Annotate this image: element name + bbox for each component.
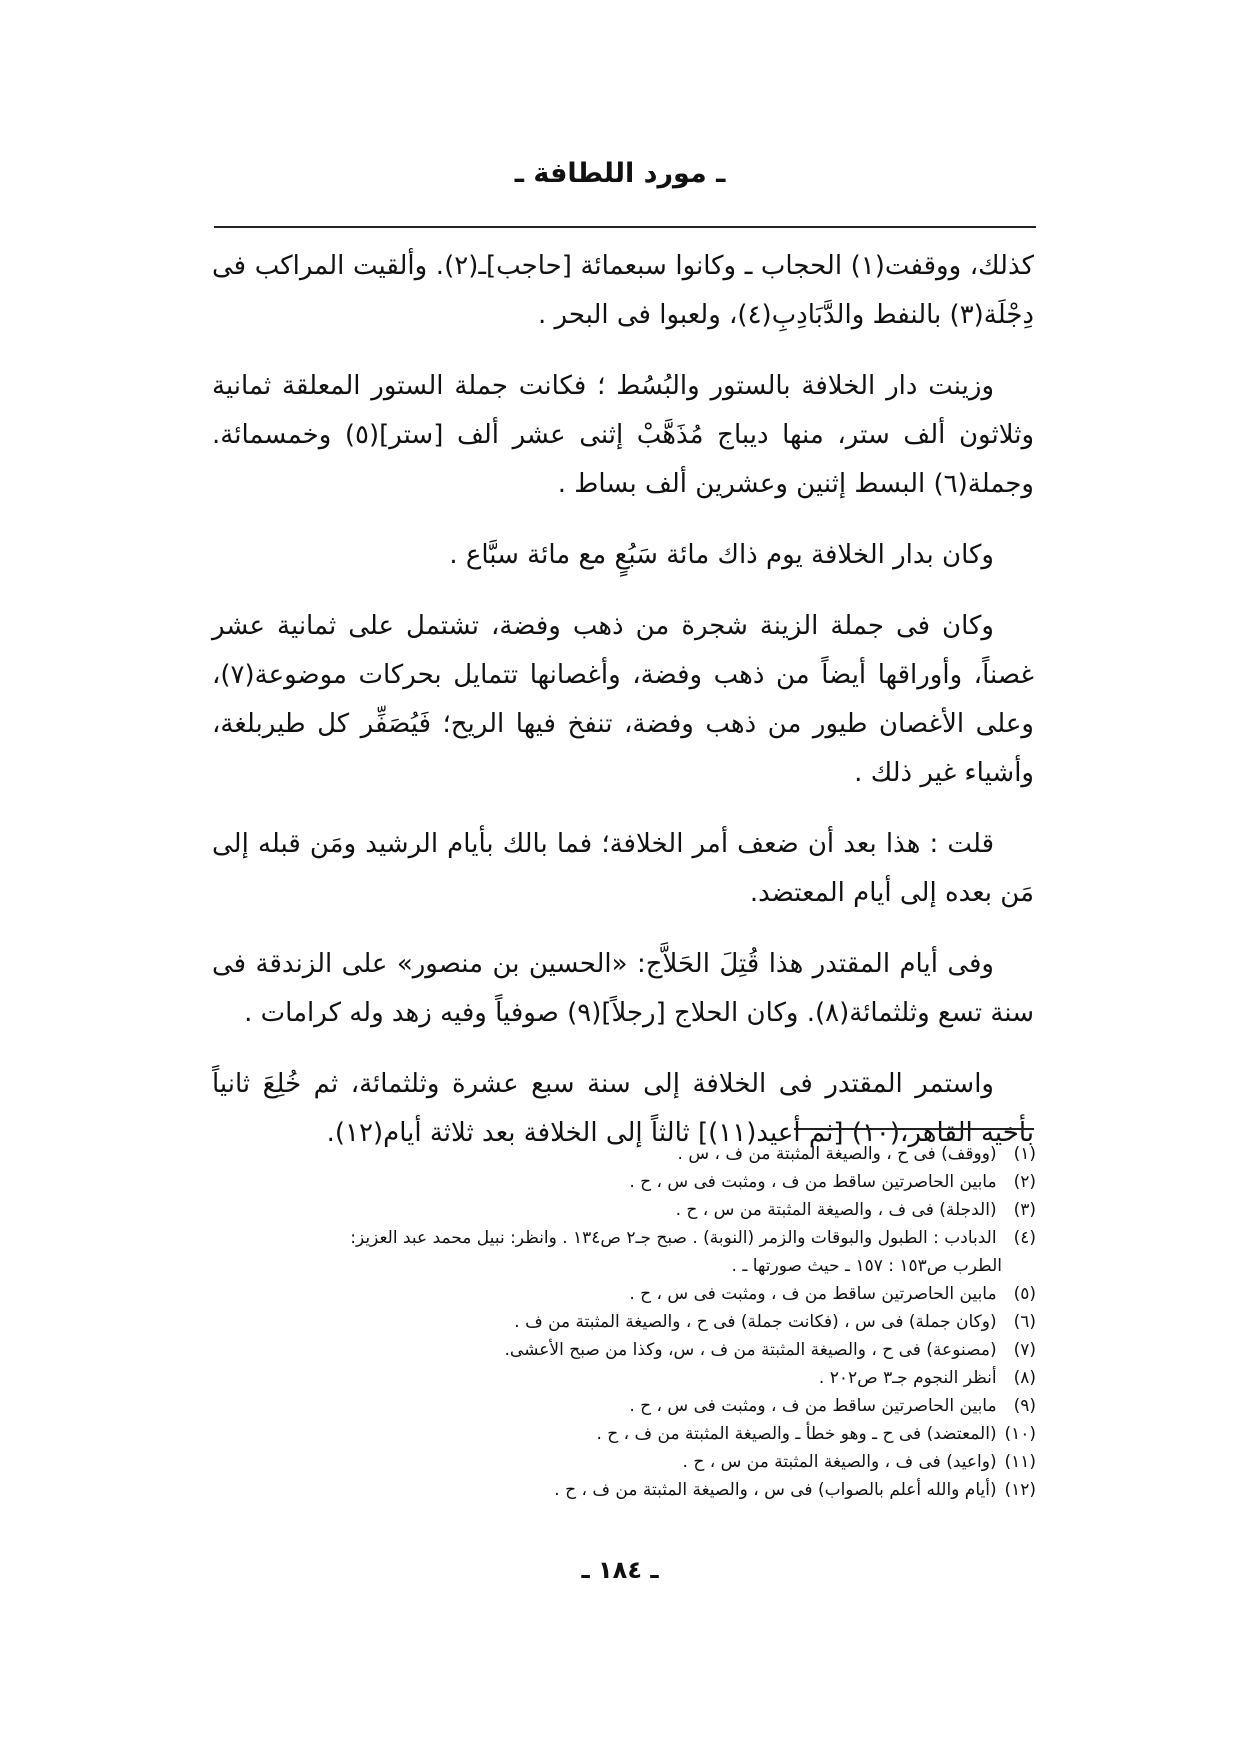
header-rule — [214, 226, 1036, 228]
footnote-number: (٣) — [1013, 1200, 1036, 1220]
footnote-text: (ووقف) فى ح ، والصيغة المثبتة من ف ، س . — [677, 1144, 997, 1164]
footnotes — [212, 1140, 1036, 1504]
footnote-text: مابين الحاصرتين ساقط من ف ، ومثبت فى س ، ح . — [629, 1396, 997, 1416]
footnote-number: (٩) — [1013, 1396, 1036, 1416]
paragraph: وفى أيام المقتدر هذا قُتِلَ الحَلاَّج: «الحسين بن منصور» على الزندقة فى سنة تسع وثلثمائة(٨). وكان الحلاج [رجلاً](٩) صوفياً وفيه زهد وله كرامات . — [212, 949, 1034, 1028]
paragraph: واستمر المقتدر فى الخلافة إلى سنة سبع عشرة وثلثمائة، ثم خُلِعَ ثانياً بأخيه القاهر،(١٠) [ثم أعيد(١١)] ثالثاً إلى الخلافة بعد ثلاثة أيام(١٢). — [212, 1069, 1034, 1148]
footnote-number: (١٠) — [1004, 1424, 1036, 1444]
footnote-text: (وكان جملة) فى س ، (فكانت جملة) فى ح ، والصيغة المثبتة من ف . — [514, 1312, 997, 1332]
page-number: ـ ١٨٤ ـ — [581, 1556, 659, 1584]
footnote-number: (٤) — [1013, 1228, 1036, 1248]
footnote-text: أنظر النجوم جـ٣ ص٢٠٢ . — [818, 1368, 997, 1388]
footnote — [212, 1280, 1036, 1308]
paragraph: وزينت دار الخلافة بالستور والبُسُط ؛ فكانت جملة الستور المعلقة ثمانية وثلاثون ألف ستر، منها ديباج مُذَهَّبْ إثنى عشر ألف [ستر](٥) وخمسمائة. وجملة(٦) البسط إثنين وعشرين ألف بساط . — [212, 371, 1035, 499]
footnote-text: (أيام والله أعلم بالصواب) فى س ، والصيغة المثبتة من ف ، ح . — [554, 1480, 997, 1500]
footnote-number: (٦) — [1013, 1312, 1036, 1332]
footnote-rule — [794, 1128, 1034, 1130]
footnote — [212, 1476, 1036, 1504]
footnote — [212, 1336, 1036, 1364]
footnote-number: (٢) — [1013, 1172, 1036, 1192]
footnote — [212, 1448, 1036, 1476]
footnote-text: (المعتضد) فى ح ـ وهو خطأ ـ والصيغة المثبتة من ف ، ح . — [596, 1424, 997, 1444]
paragraph: كذلك، ووقفت(١) الحجاب ـ وكانوا سبعمائة [حاجب]ـ(٢). وألقيت المراكب فى دِجْلَة(٣) بالنفط والدَّبَادِبِ(٤)، ولعبوا فى البحر . — [212, 251, 1034, 330]
footnote-number: (٨) — [1013, 1368, 1036, 1388]
footnote-text: (مصنوعة) فى ح ، والصيغة المثبتة من ف ، س، وكذا من صبح الأعشى. — [504, 1340, 997, 1360]
footnote — [212, 1420, 1036, 1448]
footnote — [212, 1224, 1036, 1252]
paragraph: وكان بدار الخلافة يوم ذاك مائة سَبُعٍ مع مائة سبَّاع . — [449, 540, 994, 570]
main-text — [212, 242, 1034, 1180]
footnote-continuation: الطرب ص١٥٣ : ١٥٧ ـ حيث صورتها ـ . — [731, 1256, 1002, 1276]
footnote-text: الدبادب : الطبول والبوقات والزمر (النوبة) . صبح جـ٢ ص١٣٤ . وانظر: نبيل محمد عبد العزيز: — [350, 1228, 997, 1248]
footnote-number: (٥) — [1013, 1284, 1036, 1304]
footnote-number: (١٢) — [1004, 1480, 1036, 1500]
footnote — [212, 1168, 1036, 1196]
footnote-text: مابين الحاصرتين ساقط من ف ، ومثبت فى س ، ح . — [629, 1172, 997, 1192]
footnote — [212, 1392, 1036, 1420]
footnote — [212, 1140, 1036, 1168]
footnote-number: (٧) — [1013, 1340, 1036, 1360]
paragraph: قلت : هذا بعد أن ضعف أمر الخلافة؛ فما بالك بأيام الرشيد ومَن قبله إلى مَن بعده إلى أيام المعتضد. — [212, 829, 1034, 908]
running-title: ـ مورد اللطافة ـ — [514, 158, 726, 189]
paragraph: وكان فى جملة الزينة شجرة من ذهب وفضة، تشتمل على ثمانية عشر غصناً، وأوراقها أيضاً من ذهب وفضة، وأغصانها تتمايل بحركات موضوعة(٧)، وعلى الأغصان طيور من ذهب وفضة، تنفخ فيها الريح؛ فَيُصَفِّر كل طيربلغة، وأشياء غير ذلك . — [212, 611, 1034, 788]
footnote-number: (١) — [1013, 1144, 1036, 1164]
footnote — [212, 1196, 1036, 1224]
footnote — [212, 1308, 1036, 1336]
footnote-number: (١١) — [1004, 1452, 1036, 1472]
footnote-text: مابين الحاصرتين ساقط من ف ، ومثبت فى س ، ح . — [629, 1284, 997, 1304]
footnote-text: (واعيد) فى ف ، والصيغة المثبتة من س ، ح . — [682, 1452, 997, 1472]
footnote-text: (الدجلة) فى ف ، والصيغة المثبتة من س ، ح . — [675, 1200, 997, 1220]
footnote — [212, 1364, 1036, 1392]
